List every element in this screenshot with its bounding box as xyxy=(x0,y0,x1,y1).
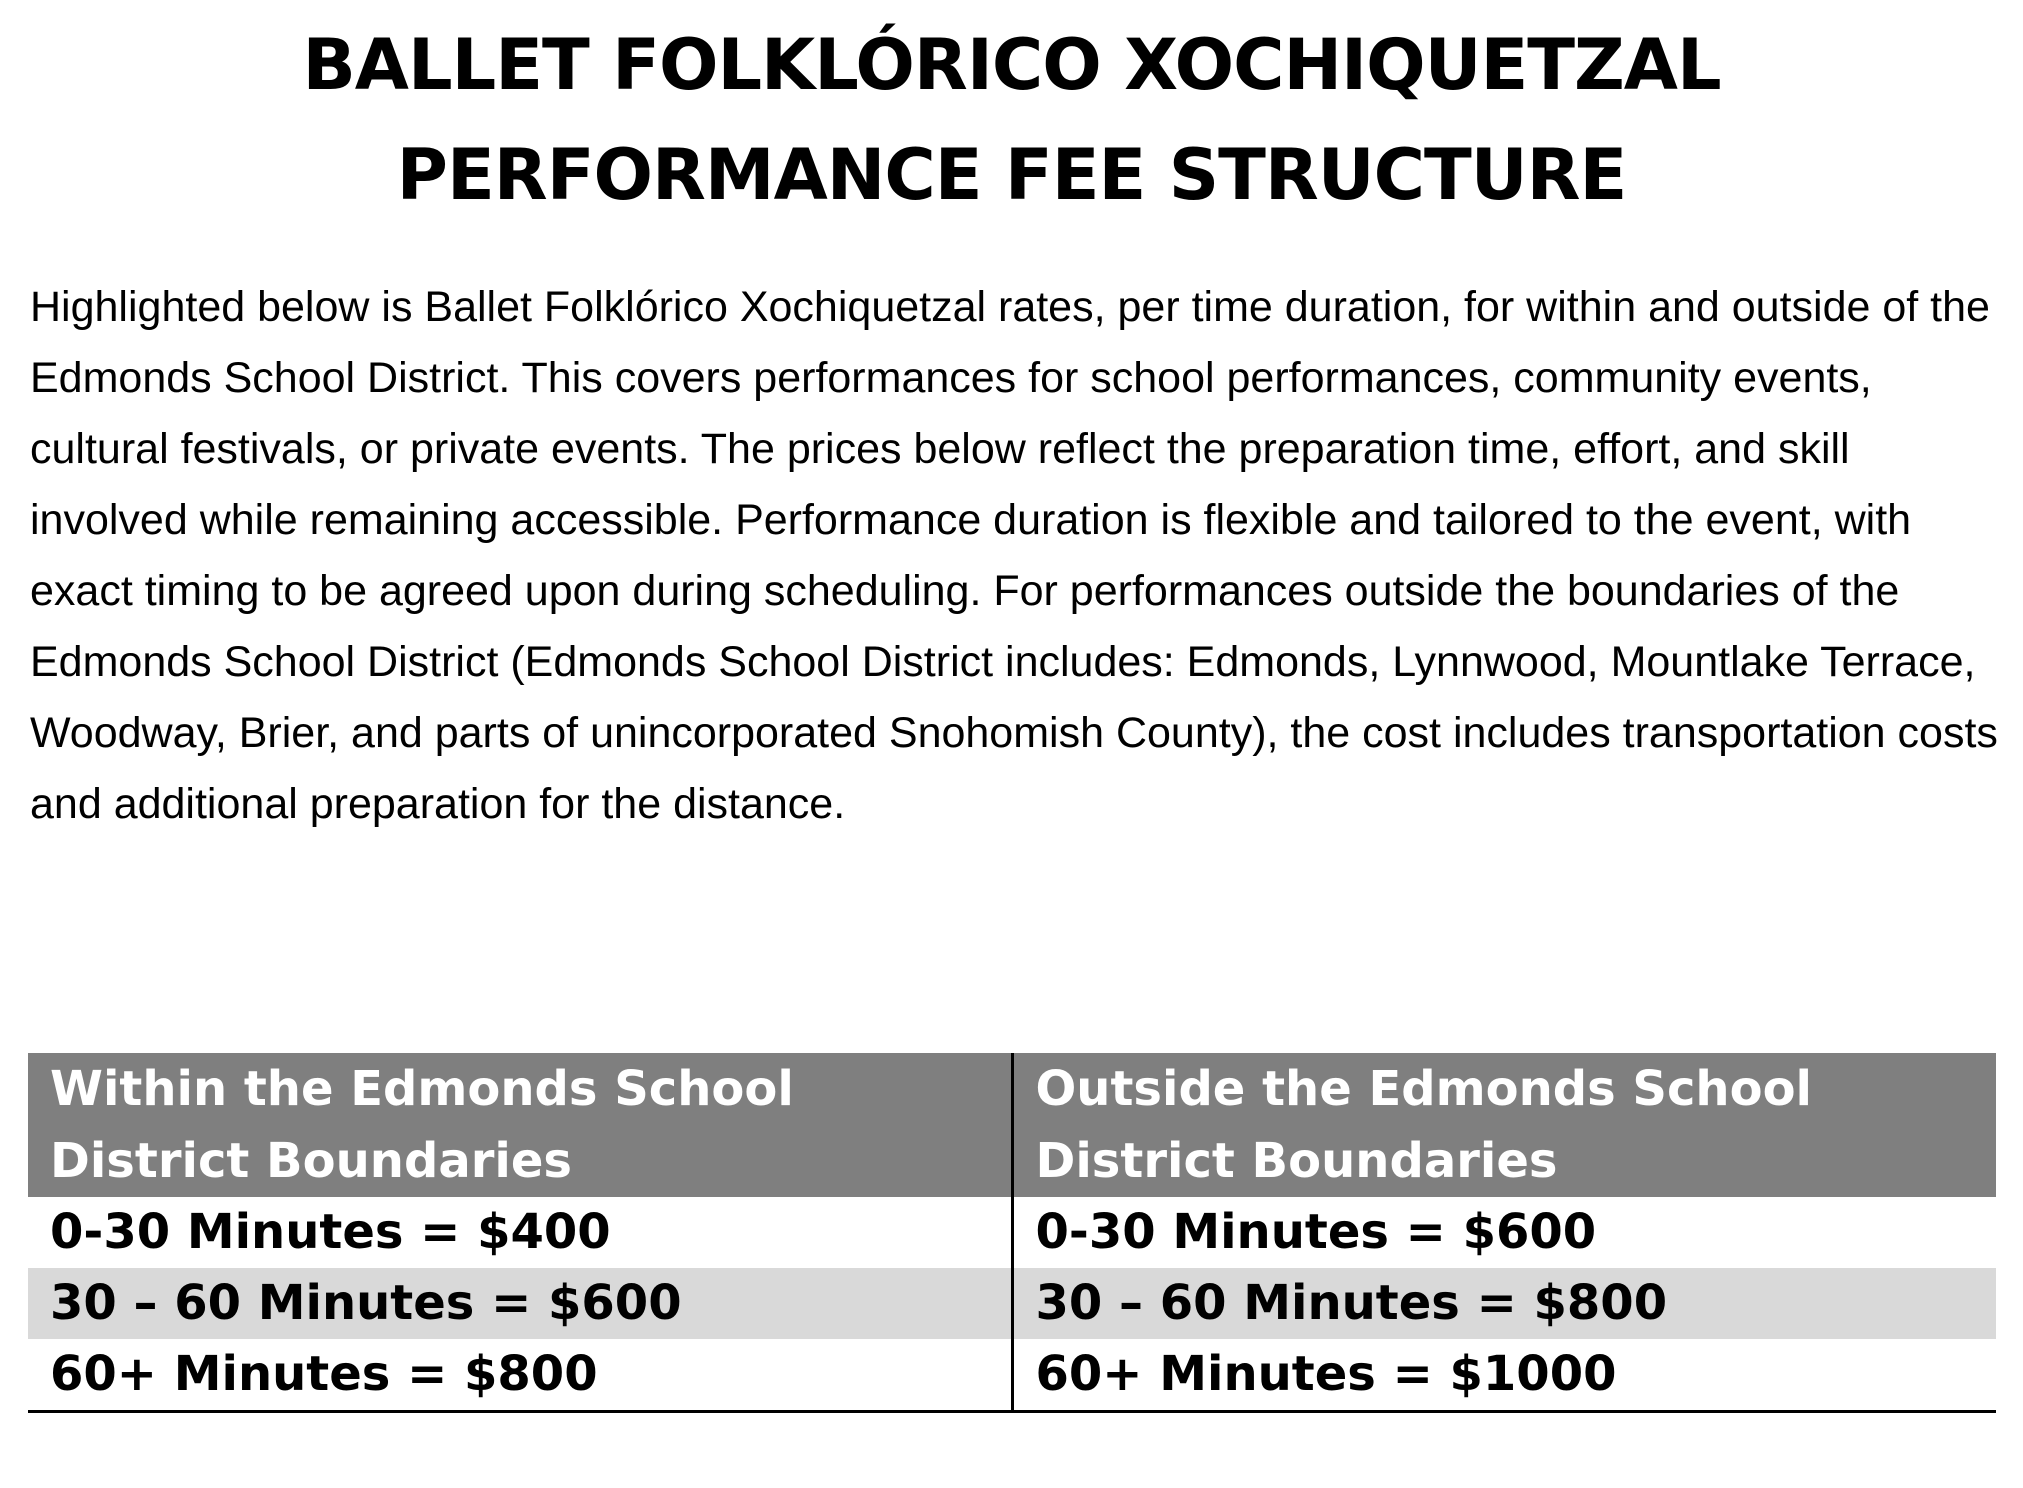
document-title-line-1: BALLET FOLKLÓRICO XOCHIQUETZAL xyxy=(302,24,1721,106)
fee-table xyxy=(28,1053,1996,1413)
fee-cell-within: 60+ Minutes = $800 xyxy=(28,1339,1012,1412)
intro-paragraph: Highlighted below is Ballet Folklórico Xochiquetzal rates, per time duration, for within and outside of the Edmonds School District. This covers performances for school performances, community events, cultural festivals, or private events. The prices below reflect the preparation time, effort, and skill involved while remaining accessible. Performance duration is flexible and tailored to the event, with exact timing to be agreed upon during scheduling. For performances outside the boundaries of the Edmonds School District (Edmonds School District includes: Edmonds, Lynnwood, Mountlake Terrace, Woodway, Brier, and parts of unincorporated Snohomish County), the cost includes transportation costs and additional preparation for the distance. xyxy=(30,283,1998,828)
fee-cell-outside: 30 – 60 Minutes = $800 xyxy=(1012,1268,1996,1339)
fee-cell-outside: 0-30 Minutes = $600 xyxy=(1035,1204,1597,1260)
table-row xyxy=(28,1268,1996,1339)
header-outside-district: Outside the Edmonds School District Boundaries xyxy=(1012,1053,1996,1197)
fee-cell-outside: 60+ Minutes = $1000 xyxy=(1012,1339,1996,1412)
table-row xyxy=(28,1197,1996,1268)
fee-cell-within: 0-30 Minutes = $400 xyxy=(28,1197,1012,1268)
table-row xyxy=(28,1339,1996,1412)
fee-cell-within: 30 – 60 Minutes = $600 xyxy=(28,1268,1012,1339)
document-title-line-2: PERFORMANCE FEE STRUCTURE xyxy=(396,134,1627,216)
fee-table-header-row xyxy=(28,1053,1996,1197)
header-within-district: Within the Edmonds School District Boundaries xyxy=(28,1053,1012,1197)
